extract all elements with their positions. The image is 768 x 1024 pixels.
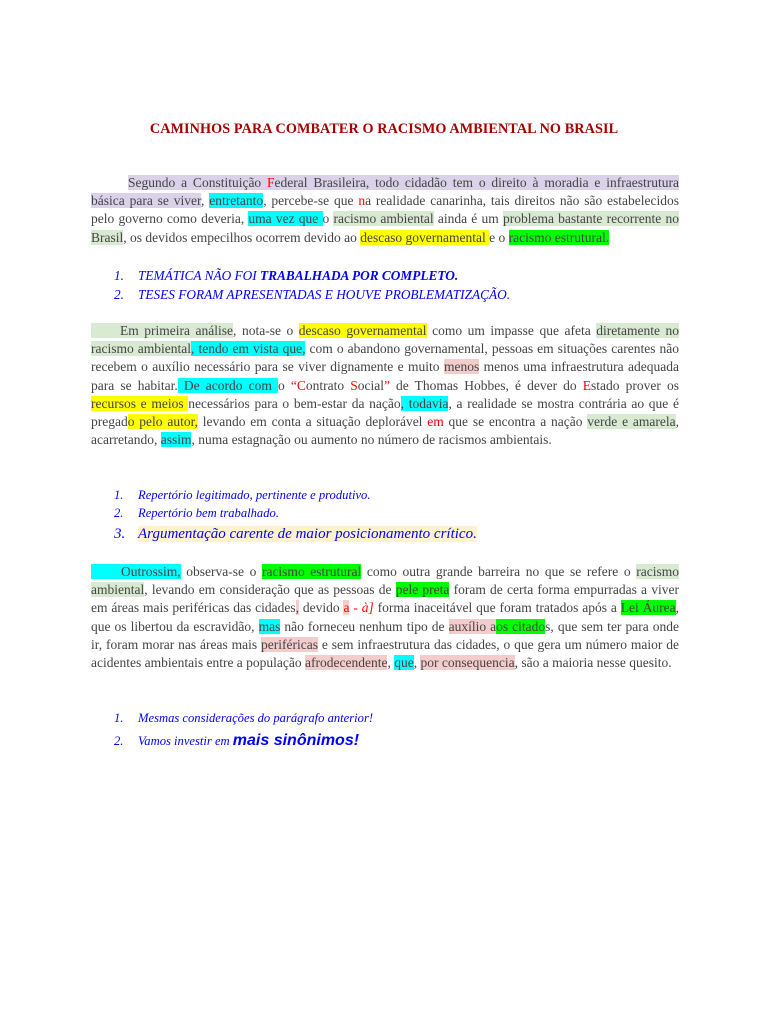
document-title: CAMINHOS PARA COMBATER O RACISMO AMBIENTAL NO BRASIL [149,121,619,137]
paragraph-2: Em primeira análise, nota-se o descaso governamental como um impasse que afeta diretamente no racismo ambiental, tendo em vista que, com o abandono governamental, pessoas em situações carentes não recebem o auxílio necessário para se viver dignamente e muito menos menos uma infraestrutura adequada para se habitar. De acordo com o “Contrato Social” de Thomas Hobbes, é dever do Estado prover os recursos e meios necessários para o bem-estar da nação, todavia, a realidade se mostra contrária ao que é pregado pelo autor, levando em conta a situação deplorável em que se encontra a nação verde e amarela, acarretando, assim, numa estagnação ou aumento no número de racismos ambientais. [91,323,680,448]
highlight-cream: Argumentação carente de maior posicionamento crítico. [138,526,477,542]
highlight-cyan: que [394,655,414,671]
highlight-pink: a [343,600,350,616]
list-item: 1. Mesmas considerações do parágrafo anterior! [114,711,374,725]
highlight-green: verde e amarela [587,414,676,430]
list-item: 2. Vamos investir em mais sinônimos! [114,732,360,749]
list-item: 2. TESES FORAM APRESENTADAS E HOUVE PROBLEMATIZAÇÃO. [114,287,511,302]
highlight-lime: Lei Áurea [620,600,676,616]
highlight-green: racismo ambiental [91,564,679,598]
feedback-list-3 [114,708,373,753]
highlight-yellow: recursos e meios [91,395,189,411]
highlight-cyan: , tendo em vista que, [191,341,306,357]
list-item: 1. TEMÁTICA NÃO FOI TRABALHADA POR COMPLETO. [114,268,459,283]
feedback-list-1 [114,266,510,304]
highlight-lime: racismo estrutural. [508,229,610,245]
highlight-cyan: , todavia [400,395,449,411]
highlight-green: problema bastante recorrente no Brasil [91,211,679,245]
highlight-yellow: descaso governamental [298,323,427,338]
highlight-pink: afrodecendente [305,655,388,671]
paragraph-1: Segundo a Constituição Federal Brasileira, todo cidadão tem o direito à moradia e infraestrutura básica para se viver, entretanto, percebe-se que na realidade canarinha, tais direitos não são estabelecidos pelo governo como deveria, uma vez que o racismo ambiental ainda é um problema bastante recorrente no Brasil, os devidos empecilhos ocorrem devido ao descaso governamental e o racismo estrutural. [91,175,680,245]
highlight-cyan: Outrossim, [91,564,181,579]
highlight-yellow: o pelo autor, [127,414,198,430]
highlight-green: racismo ambiental [333,211,434,227]
highlight-cyan: mas [258,618,281,634]
highlight-lavender: Segundo a Constituição Federal Brasileira, todo cidadão tem o direito à moradia e infraestrutura básica para se viver [91,175,679,209]
highlight-green: diretamente no racismo ambiental [91,323,680,357]
highlight-lime: os citado [496,618,546,634]
highlight-pink: , [295,600,299,616]
highlight-pink: por consequencia [420,655,515,671]
highlight-lime: racismo estrutural [261,564,362,579]
highlight-lime: pele preta [395,582,450,598]
list-item: 1. Repertório legitimado, pertinente e produtivo. [114,488,371,502]
highlight-cyan: De acordo com [177,377,278,393]
highlight-yellow: descaso governamental [360,229,490,245]
highlight-pink: menos [443,359,480,375]
highlight-cyan: uma vez que [248,211,323,227]
highlight-pink: auxílio a [448,618,497,634]
feedback-list-2 [114,486,477,546]
paragraph-3: Outrossim, observa-se o racismo estrutural como outra grande barreira no que se refere o racismo ambiental, levando em consideração que as pessoas de pele preta foram de certa forma empurradas a viver em áreas mais periféricas das cidades, devido a - à] forma inaceitável que foram tratados após a Lei Áurea, que os libertou da escravidão, mas não forneceu nenhum tipo de auxílio aos citados, que sem ter para onde ir, foram morar nas áreas mais periféricas e sem infraestrutura das cidades, o que gera um número maior de acidentes ambientais entre a população afrodecendente, que, por consequencia, são a maioria nesse quesito. [91,564,680,671]
highlight-cyan: entretanto [209,193,264,209]
list-item: 3. Argumentação carente de maior posicionamento crítico. [114,526,477,542]
highlight-pink: periféricas [261,636,318,652]
highlight-green: Em primeira análise [91,323,233,338]
highlight-cyan: assim [160,432,192,448]
list-item: 2. Repertório bem trabalhado. [114,506,279,520]
